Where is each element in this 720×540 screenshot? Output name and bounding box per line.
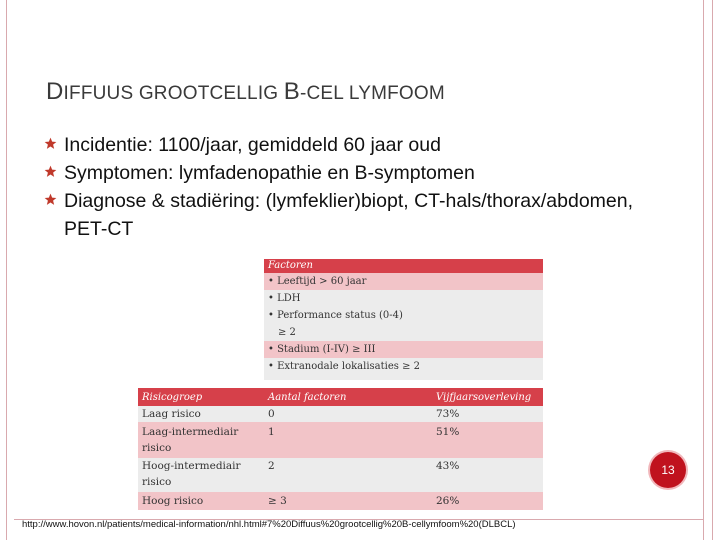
star-bullet-icon	[44, 165, 57, 178]
risk-survival: 43%	[436, 460, 460, 472]
factor-item: • Leeftijd > 60 jaar	[268, 276, 367, 287]
frame-line-right-outer	[712, 0, 713, 540]
page-number-badge: 13	[650, 452, 686, 488]
risk-row	[138, 422, 543, 458]
factor-item: ≥ 2	[278, 327, 296, 338]
risk-header: Vijfjaarsoverleving	[436, 392, 532, 403]
risk-factors: ≥ 3	[268, 495, 287, 507]
risk-factors: 2	[268, 460, 275, 472]
factor-header: Factoren	[268, 260, 313, 271]
risk-row	[138, 406, 543, 422]
title-part: D	[46, 78, 64, 105]
frame-line-right-inner	[703, 0, 704, 540]
risk-survival: 73%	[436, 408, 460, 420]
risk-group: risico	[142, 442, 172, 454]
source-url[interactable]: http://www.hovon.nl/patients/medical-information/nhl.html#7%20Diffuus%20grootcellig%20B-cellymfoom%20(DLBCL)	[22, 519, 516, 530]
title-part: IFFUUS GROOTCELLIG	[63, 83, 284, 104]
risk-survival: 51%	[436, 426, 460, 438]
star-bullet-icon	[44, 193, 57, 206]
bullet-text: Incidentie: 1100/jaar, gemiddeld 60 jaar oud	[64, 134, 441, 156]
factor-item: • LDH	[268, 293, 301, 304]
risk-group: risico	[142, 476, 172, 488]
factor-item: • Extranodale lokalisaties ≥ 2	[268, 361, 420, 372]
factor-item: • Stadium (I-IV) ≥ III	[268, 344, 376, 355]
risk-header: Risicogroep	[142, 392, 203, 403]
frame-line-left	[6, 0, 7, 540]
risk-factors: 1	[268, 426, 275, 438]
slide-title	[46, 78, 445, 106]
risk-group: Laag risico	[142, 408, 201, 420]
risk-survival: 26%	[436, 495, 460, 507]
bullet-text: Symptomen: lymfadenopathie en B-symptomen	[64, 162, 475, 184]
bullet-list	[44, 131, 654, 243]
title-part: B	[283, 78, 300, 105]
factor-item: • Performance status (0-4)	[268, 310, 403, 321]
bullet-item	[44, 187, 654, 243]
table-gap	[138, 380, 543, 388]
title-part: -CEL LYMFOOM	[299, 83, 445, 104]
risk-group: Hoog risico	[142, 495, 204, 507]
risk-factors: 0	[268, 408, 275, 420]
bullet-item	[44, 159, 654, 187]
risk-row	[138, 458, 543, 492]
ipi-table-image	[138, 259, 543, 510]
risk-group: Laag-intermediair	[142, 426, 239, 438]
bullet-text: Diagnose & stadiëring: (lymfeklier)biopt, CT-hals/thorax/abdomen, PET-CT	[64, 190, 634, 240]
risk-row	[138, 492, 543, 510]
factor-left-blank	[138, 259, 264, 380]
star-bullet-icon	[44, 137, 57, 150]
risk-group: Hoog-intermediair	[142, 460, 241, 472]
bullet-item	[44, 131, 654, 159]
risk-header: Aantal factoren	[268, 392, 347, 403]
